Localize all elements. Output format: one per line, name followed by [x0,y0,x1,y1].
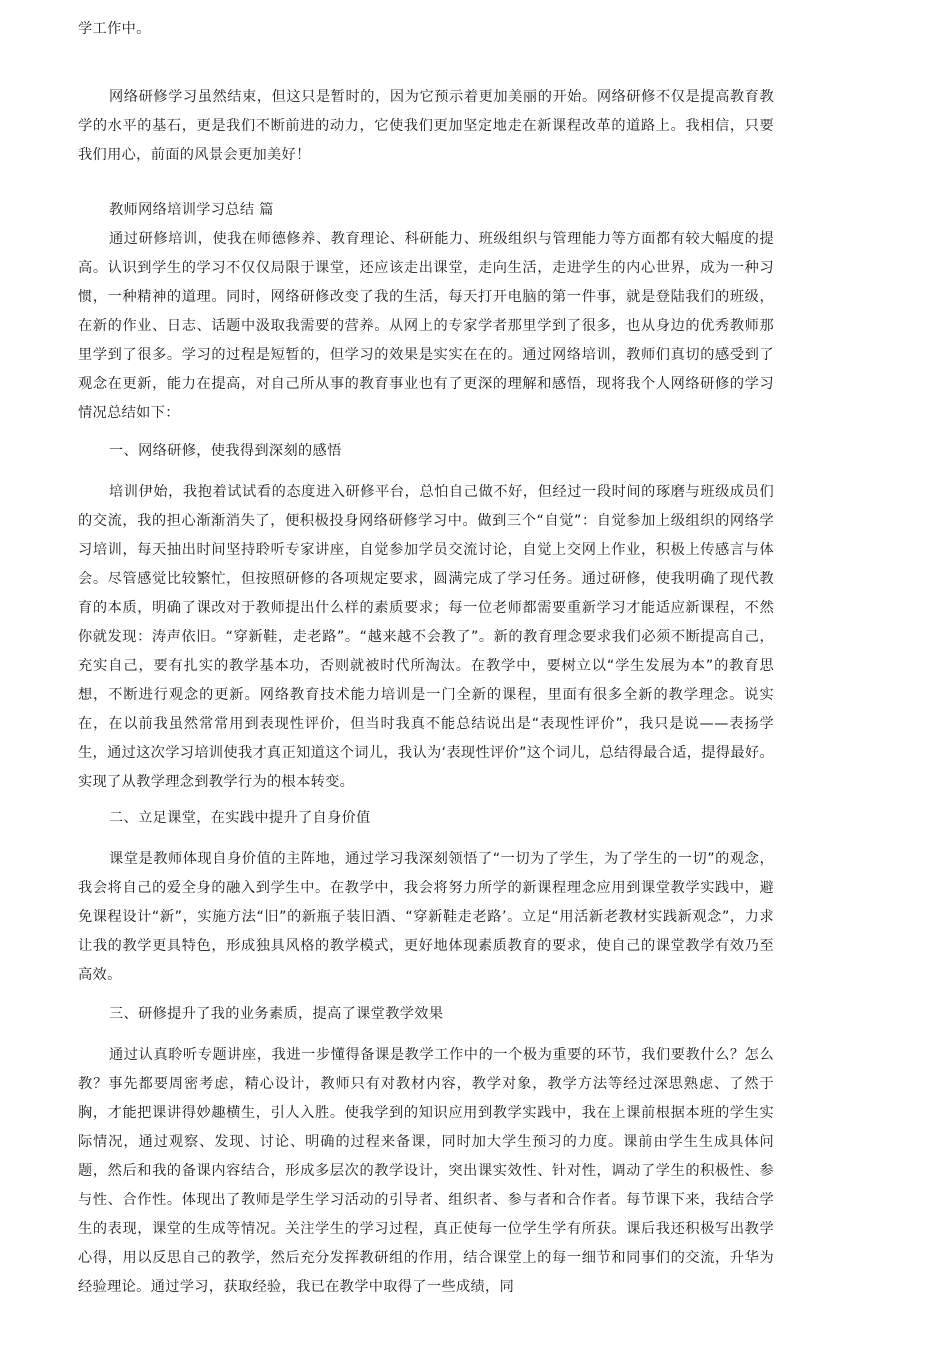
section-heading-1: 一、网络研修，使我得到深刻的感悟 [109,443,342,459]
continuation-text: 学工作中。 [78,21,151,37]
section-paragraph-3: 通过认真聆听专题讲座，我进一步懂得备课是教学工作中的一个极为重要的环节，我们要教什么？怎么教？事先都要周密考虑，精心设计，教师只有对教材内容，教学对象，教学方法等经过深思熟虑、了然于胸，才能把课讲得妙趣横生，引人入胜。使我学到的知识应用到教学实践中，我在上课前根据本班的学生实际情况，通过观察、发现、讨论、明确的过程来备课，同时加大学生预习的力度。课前由学生生成具体问题，然后和我的备课内容结合，形成多层次的教学设计，突出课实效性、针对性，调动了学生的积极性、参与性、合作性。体现出了教师是学生学习活动的引导者、组织者、参与者和合作者。每节课下来，我结合学生的表现，课堂的生成等情况。关注学生的学习过程，真正使每一位学生学有所获。课后我还积极写出教学心得，用以反思自己的教学，然后充分发挥教研组的作用，结合课堂上的每一细节和同事们的交流，升华为经验理论。通过学习，获取经验，我已在教学中取得了一些成绩，同 [78,1047,774,1295]
section-heading-2: 二、立足课堂，在实践中提升了自身价值 [109,810,371,826]
intro-paragraph: 网络研修学习虽然结束，但这只是暂时的，因为它预示着更加美丽的开始。网络研修不仅是提高教育教学的水平的基石，更是我们不断前进的动力，它使我们更加坚定地走在新课程改革的道路上。我相信，只要我们用心，前面的风景会更加美好！ [78,89,774,163]
section-heading-3: 三、研修提升了我的业务素质，提高了课堂教学效果 [109,1006,444,1022]
section-paragraph-2: 课堂是教师体现自身价值的主阵地，通过学习我深刻领悟了“一切为了学生，为了学生的一切”的观念，我会将自己的爱全身的融入到学生中。在教学中，我会将努力所学的新课程理念应用到课堂教学实践中，避免课程设计“新”，实施方法“旧”的新瓶子装旧酒、“穿新鞋走老路’。立足“用活新老教材实践新观念”，力求让我的教学更具特色，形成独具风格的教学模式，更好地体现素质教育的要求，使自己的课堂教学有效乃至高效。 [78,851,774,983]
opening-paragraph: 通过研修培训，使我在师德修养、教育理论、科研能力、班级组织与管理能力等方面都有较大幅度的提高。认识到学生的学习不仅仅局限于课堂，还应该走出课堂，走向生活，走进学生的内心世界，成为一种习惯，一种精神的道理。同时，网络研修改变了我的生活，每天打开电脑的第一件事，就是登陆我们的班级，在新的作业、日志、话题中汲取我需要的营养。从网上的专家学者那里学到了很多，也从身边的优秀教师那里学到了很多。学习的过程是短暂的，但学习的效果是实实在在的。通过网络培训，教师们真切的感受到了观念在更新，能力在提高，对自己所从事的教育事业也有了更深的理解和感悟，现将我个人网络研修的学习情况总结如下： [78,231,774,421]
article-title: 教师网络培训学习总结 篇 [109,202,274,218]
section-paragraph-1: 培训伊始，我抱着试试看的态度进入研修平台，总怕自己做不好，但经过一段时间的琢磨与班级成员们的交流，我的担心渐渐消失了，便积极投身网络研修学习中。做到三个“自觉”：自觉参加上级组织的网络学习培训，每天抽出时间坚持聆听专家讲座，自觉参加学员交流讨论，自觉上交网上作业，积极上传感言与体会。尽管感觉比较繁忙，但按照研修的各项规定要求，圆满完成了学习任务。通过研修，使我明确了现代教育的本质，明确了课改对于教师提出什么样的素质要求；每一位老师都需要重新学习才能适应新课程，不然你就发现：涛声依旧。“穿新鞋，走老路”。“越来越不会教了”。新的教育理念要求我们必须不断提高自己，充实自己，要有扎实的教学基本功，否则就被时代所淘汰。在教学中，要树立以“学生发展为本”的教育思想，不断进行观念的更新。网络教育技术能力培训是一门全新的课程，里面有很多全新的教学理念。说实在，在以前我虽然常常用到表现性评价，但当时我真不能总结说出是“表现性评价”，我只是说——表扬学生，通过这次学习培训使我才真正知道这个词儿，我认为‘表现性评价”这个词儿，总结得最合适，提得最好。实现了从教学理念到教学行为的根本转变。 [78,484,774,790]
